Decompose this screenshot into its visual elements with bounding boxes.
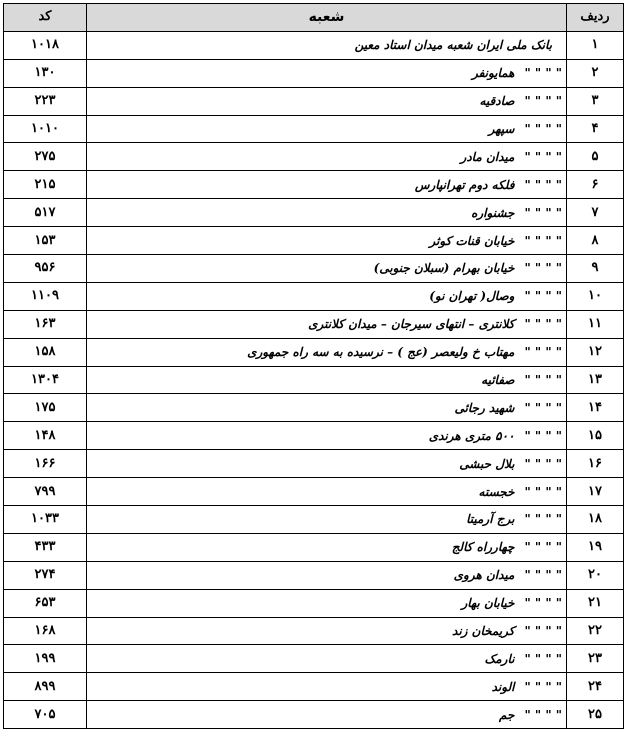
- code-cell: ۵۱۷: [4, 199, 87, 227]
- table-row: [4, 645, 624, 673]
- table-row: [4, 701, 624, 729]
- branch-name: صفائیه: [481, 373, 515, 388]
- header-row-number: ردیف: [567, 4, 624, 32]
- branch-name: همایونفر: [471, 66, 515, 81]
- code-cell: ۱۵۳: [4, 227, 87, 255]
- code-cell: ۶۵۳: [4, 589, 87, 617]
- ditto-marks: " " " ": [524, 651, 562, 666]
- ditto-marks: " " " ": [524, 345, 562, 360]
- branch-cell: [87, 422, 567, 450]
- branch-cell: [87, 255, 567, 283]
- branch-name: خیابان قنات کوثر: [429, 233, 515, 248]
- row-number-cell: ۱۸: [567, 506, 624, 534]
- branch-cell: [87, 673, 567, 701]
- code-cell: ۱۷۵: [4, 394, 87, 422]
- table-row: [4, 255, 624, 283]
- table-row: [4, 115, 624, 143]
- header-code: کد: [4, 4, 87, 32]
- branch-name: فلکه دوم تهرانپارس: [414, 177, 515, 192]
- branch-cell: [87, 171, 567, 199]
- row-number-cell: ۲۴: [567, 673, 624, 701]
- row-number-cell: ۱۳: [567, 366, 624, 394]
- branch-name: چهارراه کالج: [451, 540, 515, 555]
- ditto-marks: " " " ": [524, 122, 562, 136]
- code-cell: ۱۳۰: [4, 59, 87, 87]
- branch-name: میدان هروی: [453, 568, 515, 583]
- branch-cell: [87, 115, 567, 143]
- table-row: [4, 533, 624, 561]
- branch-cell: [87, 59, 567, 87]
- branch-cell: [87, 561, 567, 589]
- branch-name: خیابان بهار: [461, 596, 515, 611]
- branch-cell: [87, 394, 567, 422]
- branch-name: سپهر: [488, 122, 515, 136]
- branch-name: کلانتری – انتهای سیرجان – میدان کلانتری: [308, 317, 515, 332]
- code-cell: ۱۰۱۰: [4, 115, 87, 143]
- ditto-marks: " " " ": [524, 596, 562, 611]
- table-row: [4, 338, 624, 366]
- table-row: [4, 506, 624, 534]
- ditto-marks: " " " ": [524, 317, 562, 332]
- row-number-cell: ۱۴: [567, 394, 624, 422]
- code-cell: ۱۹۹: [4, 645, 87, 673]
- branch-cell: [87, 478, 567, 506]
- branch-name: ۵۰۰ متری هرندی: [428, 428, 515, 443]
- code-cell: ۱۳۰۴: [4, 366, 87, 394]
- ditto-marks: " " " ": [524, 261, 562, 276]
- ditto-marks: " " " ": [524, 289, 562, 304]
- row-number-cell: ۴: [567, 115, 624, 143]
- ditto-marks: " " " ": [524, 484, 562, 499]
- branch-name: نارمک: [484, 651, 515, 666]
- table-row: [4, 561, 624, 589]
- ditto-marks: " " " ": [524, 679, 562, 694]
- branch-name: وصال( تهران نو): [429, 289, 515, 304]
- branch-name: کریمخان زند: [452, 624, 515, 639]
- code-cell: ۱۶۶: [4, 450, 87, 478]
- branch-cell: [87, 701, 567, 729]
- row-number-cell: ۸: [567, 227, 624, 255]
- ditto-marks: " " " ": [524, 456, 562, 471]
- row-number-cell: ۹: [567, 255, 624, 283]
- row-number-cell: ۲۱: [567, 589, 624, 617]
- branch-table: [3, 3, 624, 729]
- branch-name: بانک ملی ایران شعبه میدان استاد معین: [354, 38, 552, 53]
- ditto-marks: " " " ": [524, 94, 562, 109]
- code-cell: ۹۵۶: [4, 255, 87, 283]
- table-row: [4, 227, 624, 255]
- row-number-cell: ۲۲: [567, 617, 624, 645]
- ditto-marks: " " " ": [524, 540, 562, 555]
- branch-name: الوند: [491, 679, 515, 694]
- code-cell: ۲۲۳: [4, 87, 87, 115]
- table-row: [4, 673, 624, 701]
- branch-name: صادقیه: [479, 94, 515, 109]
- branch-cell: [87, 199, 567, 227]
- ditto-marks: " " " ": [524, 624, 562, 639]
- table-row: [4, 422, 624, 450]
- branch-name: خجسته: [478, 484, 515, 499]
- table-row: [4, 617, 624, 645]
- table-row: [4, 310, 624, 338]
- branch-name: خیابان بهرام (سبلان جنوبی): [373, 261, 515, 276]
- code-cell: ۲۱۵: [4, 171, 87, 199]
- ditto-marks: " " " ": [524, 373, 562, 388]
- row-number-cell: ۵: [567, 143, 624, 171]
- row-number-cell: ۱۹: [567, 533, 624, 561]
- code-cell: ۱۵۸: [4, 338, 87, 366]
- table-row: [4, 450, 624, 478]
- ditto-marks: " " " ": [524, 400, 562, 415]
- branch-cell: [87, 617, 567, 645]
- branch-name: مهتاب خ ولیعصر (عج ) – نرسیده به سه راه جمهوری: [247, 345, 515, 360]
- code-cell: ۱۰۱۸: [4, 31, 87, 59]
- branch-cell: [87, 310, 567, 338]
- table-row: [4, 171, 624, 199]
- table-row: [4, 143, 624, 171]
- table-row: [4, 59, 624, 87]
- row-number-cell: ۱۰: [567, 282, 624, 310]
- row-number-cell: ۲۵: [567, 701, 624, 729]
- ditto-marks: " " " ": [524, 177, 562, 192]
- table-row: [4, 394, 624, 422]
- row-number-cell: ۲: [567, 59, 624, 87]
- row-number-cell: ۷: [567, 199, 624, 227]
- row-number-cell: ۳: [567, 87, 624, 115]
- row-number-cell: ۱۱: [567, 310, 624, 338]
- table-row: [4, 282, 624, 310]
- branch-cell: [87, 450, 567, 478]
- row-number-cell: ۱۶: [567, 450, 624, 478]
- branch-cell: [87, 533, 567, 561]
- row-number-cell: ۱: [567, 31, 624, 59]
- branch-cell: [87, 645, 567, 673]
- branch-name: میدان مادر: [460, 149, 515, 164]
- ditto-marks: " " " ": [524, 66, 562, 81]
- row-number-cell: ۲۰: [567, 561, 624, 589]
- ditto-marks: " " " ": [524, 512, 562, 527]
- row-number-cell: ۱۵: [567, 422, 624, 450]
- row-number-cell: ۲۳: [567, 645, 624, 673]
- code-cell: ۷۹۹: [4, 478, 87, 506]
- branch-cell: [87, 338, 567, 366]
- code-cell: ۴۳۳: [4, 533, 87, 561]
- row-number-cell: ۱۷: [567, 478, 624, 506]
- branch-cell: [87, 589, 567, 617]
- branch-cell: [87, 282, 567, 310]
- branch-cell: [87, 143, 567, 171]
- table-row: [4, 87, 624, 115]
- table-row: [4, 366, 624, 394]
- row-number-cell: ۱۲: [567, 338, 624, 366]
- branch-name: جشنواره: [471, 205, 515, 220]
- branch-cell: [87, 506, 567, 534]
- code-cell: ۱۶۳: [4, 310, 87, 338]
- branch-name: برج آرمیتا: [466, 512, 515, 527]
- branch-cell: [87, 366, 567, 394]
- branch-name: شهید رجائی: [454, 400, 515, 415]
- branch-cell: [87, 31, 567, 59]
- code-cell: ۸۹۹: [4, 673, 87, 701]
- table-header-row: [4, 4, 624, 32]
- branch-name: بلال حبشی: [459, 456, 515, 471]
- code-cell: ۱۶۸: [4, 617, 87, 645]
- ditto-marks: " " " ": [524, 707, 562, 722]
- row-number-cell: ۶: [567, 171, 624, 199]
- code-cell: ۷۰۵: [4, 701, 87, 729]
- table-row: [4, 199, 624, 227]
- ditto-marks: " " " ": [524, 428, 562, 443]
- code-cell: ۱۱۰۹: [4, 282, 87, 310]
- ditto-marks: " " " ": [524, 568, 562, 583]
- ditto-marks: " " " ": [524, 233, 562, 248]
- branch-name: جم: [499, 707, 515, 722]
- ditto-marks: " " " ": [524, 205, 562, 220]
- ditto-marks: " " " ": [524, 149, 562, 164]
- code-cell: ۲۷۵: [4, 143, 87, 171]
- document-page: [3, 3, 624, 729]
- code-cell: ۱۰۳۳: [4, 506, 87, 534]
- branch-cell: [87, 227, 567, 255]
- code-cell: ۱۴۸: [4, 422, 87, 450]
- code-cell: ۲۷۴: [4, 561, 87, 589]
- table-row: [4, 589, 624, 617]
- table-row: [4, 31, 624, 59]
- branch-cell: [87, 87, 567, 115]
- table-row: [4, 478, 624, 506]
- header-branch: شعبه: [87, 4, 567, 32]
